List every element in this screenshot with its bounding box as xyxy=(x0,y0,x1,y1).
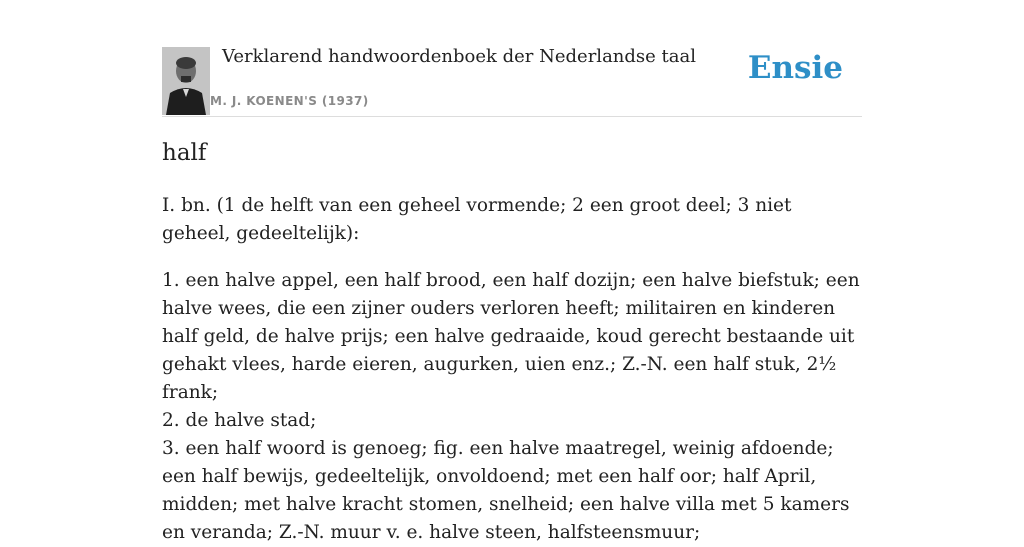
entry-headword: half xyxy=(162,140,207,166)
site-header xyxy=(162,0,862,117)
entry-definition: I. bn. (1 de helft van een geheel vormende; 2 een groot deel; 3 niet geheel, gedeeltelijk): xyxy=(162,195,792,244)
author-portrait-icon xyxy=(162,47,210,115)
dictionary-subtitle: M. J. KOENEN'S (1937) xyxy=(210,94,369,108)
brand-logo-link[interactable]: Ensie xyxy=(747,50,843,86)
sense-item: 1. een halve appel, een half brood, een half dozijn; een halve biefstuk; een halve wees, die een zijner ouders verloren heeft; militairen en kinderen half geld, de halve prijs; een halve gedraaide, koud gerecht bestaande uit gehakt vlees, harde eieren, augurken, uien enz.; Z.-N. een half stuk, 2½ frank; xyxy=(162,270,860,403)
sense-item: 2. de halve stad; xyxy=(162,410,317,431)
sense-item: 3. een half woord is genoeg; fig. een halve maatregel, weinig afdoende; een half bewijs, gedeeltelijk, onvoldoend; met een half oor; half April, midden; met halve kracht stomen, snelheid; een halve villa met 5 kamers en veranda; Z.-N. muur v. e. halve steen, halfsteensmuur; xyxy=(162,438,850,543)
page-container xyxy=(162,0,862,543)
entry-senses xyxy=(162,267,862,547)
dictionary-title: Verklarend handwoordenboek der Nederlandse taal xyxy=(222,46,696,67)
